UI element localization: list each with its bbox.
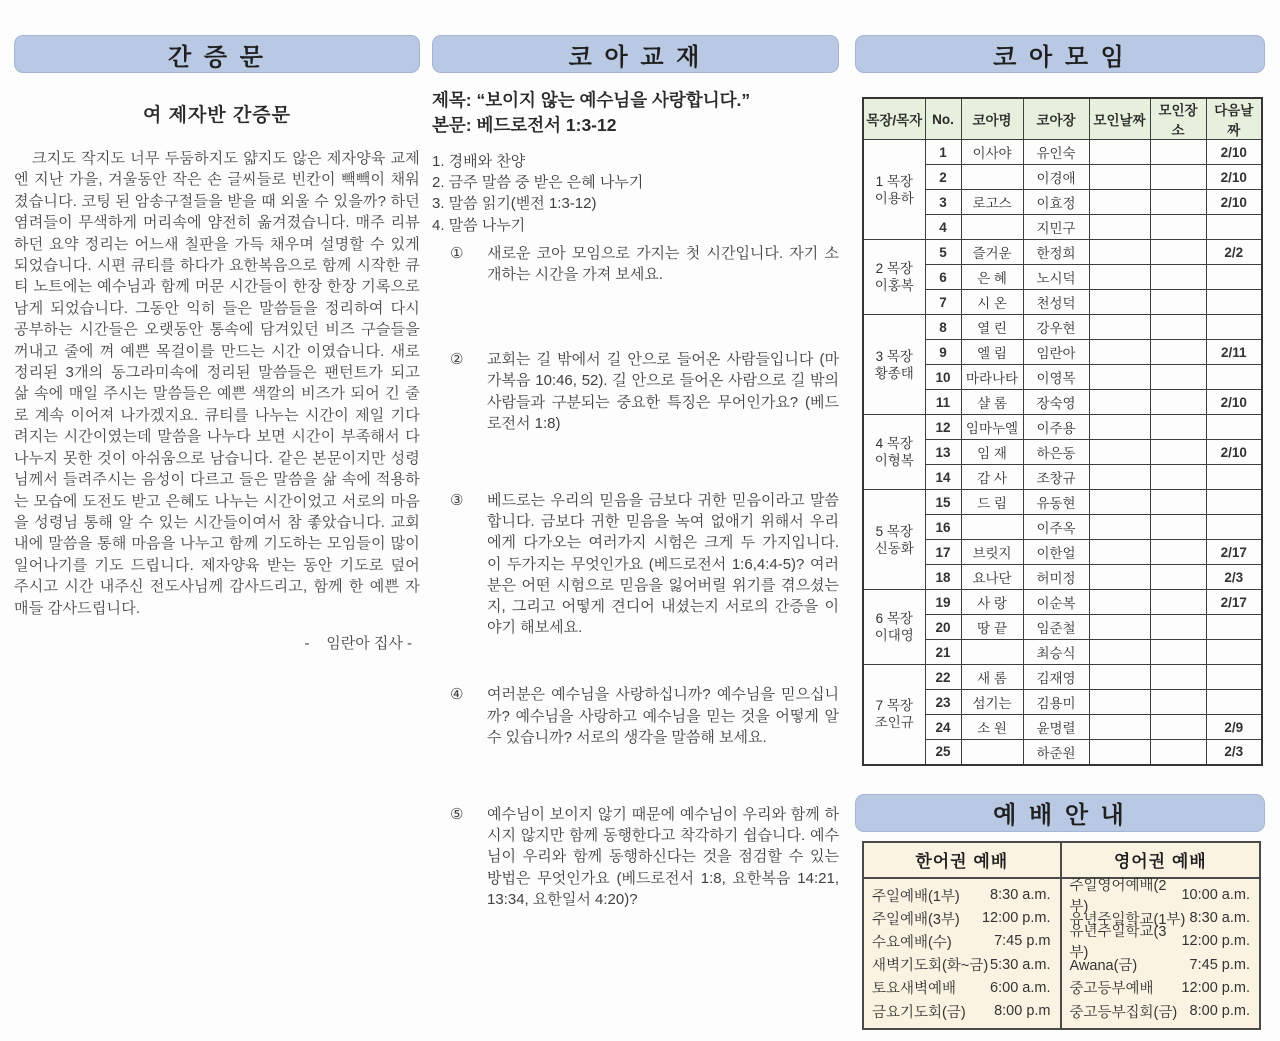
met-date-cell [1089, 215, 1150, 240]
koa-name-cell: 시 온 [961, 290, 1023, 315]
met-place-cell [1150, 690, 1206, 715]
koa-meeting-table [862, 97, 1263, 766]
koa-chief-cell: 김용미 [1023, 690, 1089, 715]
mokjang-name: 2 목장 [875, 261, 913, 276]
koa-name-cell: 드 림 [961, 490, 1023, 515]
next-date-cell [1206, 690, 1262, 715]
worship-service-time: 8:00 p.m. [1189, 1003, 1250, 1020]
mokjang-leader-cell [863, 590, 925, 665]
koa-chief-cell: 이주옥 [1023, 515, 1089, 540]
koa-name-cell: 요나단 [961, 565, 1023, 590]
koa-chief-cell: 유동현 [1023, 490, 1089, 515]
next-date-cell [1206, 465, 1262, 490]
worship-service-label: 유년주일학교(1부) [1069, 911, 1186, 928]
mokjang-name: 1 목장 [875, 173, 913, 189]
koa-chief-cell: 임준철 [1023, 615, 1089, 640]
koa-name-cell: 즐거운 [961, 240, 1023, 265]
worship-service-time: 12:00 p.m. [981, 910, 1051, 927]
lesson-question [432, 804, 839, 910]
koa-name-cell: 땅 끝 [961, 615, 1023, 640]
question-number: ② [450, 351, 464, 369]
met-date-cell [1089, 590, 1150, 615]
worship-english-title: 영어권 예배 [1062, 843, 1260, 879]
koa-no-cell: 10 [925, 365, 961, 390]
koa-chief-cell: 한정희 [1023, 240, 1089, 265]
met-place-cell [1150, 165, 1206, 190]
worship-row [864, 999, 1060, 1022]
mokjang-leader-cell [863, 315, 925, 415]
met-date-cell [1089, 465, 1150, 490]
koa-table-row [863, 240, 1262, 265]
met-place-cell [1150, 740, 1206, 765]
koa-name-cell [961, 640, 1023, 665]
next-date-cell: 2/17 [1206, 540, 1262, 565]
met-place-cell [1150, 340, 1206, 365]
next-date-cell: 2/10 [1206, 390, 1262, 415]
worship-service-label: 수요예배(수) [872, 934, 952, 951]
met-place-cell [1150, 465, 1206, 490]
worship-service-time: 12:00 p.m. [1181, 979, 1250, 996]
koa-chief-cell: 이효정 [1023, 190, 1089, 215]
koa-no-cell: 14 [925, 465, 961, 490]
koa-name-cell [961, 215, 1023, 240]
koa-name-cell: 마라나타 [961, 365, 1023, 390]
koa-no-cell: 11 [925, 390, 961, 415]
koa-chief-cell: 이한얼 [1023, 540, 1089, 565]
agenda-item: 2. 금주 말씀 중 받은 은혜 나누기 [432, 174, 644, 192]
next-date-cell: 2/9 [1206, 715, 1262, 740]
koa-name-cell: 소 원 [961, 715, 1023, 740]
next-date-cell [1206, 640, 1262, 665]
question-number: ④ [450, 686, 464, 704]
koa-chief-cell: 허미정 [1023, 565, 1089, 590]
koa-no-cell: 12 [925, 415, 961, 440]
koa-no-cell: 15 [925, 490, 961, 515]
testimony-subtitle: 여 제자반 간증문 [142, 105, 292, 126]
mokjang-leader-cell [863, 240, 925, 315]
mokjang-leader-cell [863, 490, 925, 590]
koa-no-cell: 16 [925, 515, 961, 540]
koa-chief-cell: 이영목 [1023, 365, 1089, 390]
koa-table-header-row [863, 98, 1262, 140]
koa-name-cell: 임 재 [961, 440, 1023, 465]
mokja-name: 이용하 [874, 190, 914, 206]
koa-no-cell: 13 [925, 440, 961, 465]
met-place-cell [1150, 290, 1206, 315]
meeting-section [855, 35, 1265, 1030]
question-text: 여러분은 예수님을 사랑하십니까? 예수님을 믿으십니까? 예수님을 사랑하고 예수님을 믿는 것을 어떻게 알 수 있습니까? 서로의 생각을 말씀해 보세요. [487, 686, 839, 746]
lesson-header-banner [432, 35, 839, 73]
koa-name-cell: 로고스 [961, 190, 1023, 215]
mokjang-name: 3 목장 [875, 348, 913, 364]
next-date-cell: 2/2 [1206, 240, 1262, 265]
koa-no-cell: 5 [925, 240, 961, 265]
worship-service-time: 7:45 p.m. [1189, 956, 1250, 973]
worship-english-half [1062, 843, 1260, 1028]
koa-name-cell: 샬 롬 [961, 390, 1023, 415]
koa-no-cell: 2 [925, 165, 961, 190]
worship-row [864, 953, 1060, 976]
koa-name-cell [961, 515, 1023, 540]
lesson-questions [432, 243, 839, 910]
next-date-cell: 2/10 [1206, 190, 1262, 215]
lesson-title-line: 제목: “보이지 않는 예수님을 사랑합니다.” [432, 90, 751, 110]
question-number: ① [450, 244, 464, 262]
next-date-cell [1206, 515, 1262, 540]
koa-name-cell: 섬기는 [961, 690, 1023, 715]
worship-row [1062, 924, 1260, 962]
met-place-cell [1150, 190, 1206, 215]
lesson-scripture-line: 본문: 베드로전서 1:3-12 [432, 115, 617, 135]
worship-service-time: 12:00 p.m. [1181, 933, 1250, 950]
koa-no-cell: 3 [925, 190, 961, 215]
next-date-cell: 2/3 [1206, 740, 1262, 765]
koa-no-cell: 23 [925, 690, 961, 715]
worship-row [864, 884, 1060, 907]
koa-chief-cell: 천성덕 [1023, 290, 1089, 315]
next-date-cell: 2/10 [1206, 140, 1262, 165]
koa-chief-cell: 유인숙 [1023, 140, 1089, 165]
met-date-cell [1089, 440, 1150, 465]
koa-chief-cell: 장숙영 [1023, 390, 1089, 415]
met-date-cell [1089, 540, 1150, 565]
koa-no-cell: 7 [925, 290, 961, 315]
worship-row [864, 907, 1060, 930]
met-date-cell [1089, 190, 1150, 215]
next-date-cell: 2/11 [1206, 340, 1262, 365]
mokjang-name: 6 목장 [875, 611, 913, 626]
lesson-question [432, 243, 839, 285]
met-date-cell [1089, 390, 1150, 415]
koa-name-cell: 사 랑 [961, 590, 1023, 615]
koa-no-cell: 24 [925, 715, 961, 740]
worship-row [1062, 976, 1260, 999]
agenda-item: 4. 말씀 나누기 [432, 216, 526, 234]
koa-column-header: 다음날짜 [1206, 98, 1262, 140]
worship-service-label: 중고등부예배 [1069, 981, 1154, 998]
worship-service-time: 8:30 a.m. [990, 887, 1051, 904]
met-place-cell [1150, 715, 1206, 740]
worship-service-label: 새벽기도회(화~금) [872, 958, 989, 975]
met-date-cell [1089, 515, 1150, 540]
mokja-name: 이형복 [874, 453, 914, 468]
koa-name-cell: 이사야 [961, 140, 1023, 165]
mokjang-leader-cell [863, 140, 925, 240]
lesson-question [432, 349, 839, 434]
met-date-cell [1089, 315, 1150, 340]
koa-table-row [863, 490, 1262, 515]
met-place-cell [1150, 540, 1206, 565]
koa-no-cell: 18 [925, 565, 961, 590]
mokja-name: 신동화 [874, 540, 914, 556]
met-place-cell [1150, 240, 1206, 265]
met-date-cell [1089, 365, 1150, 390]
lesson-agenda-list [432, 151, 839, 236]
met-date-cell [1089, 640, 1150, 665]
next-date-cell [1206, 490, 1262, 515]
koa-no-cell: 19 [925, 590, 961, 615]
worship-row [1062, 878, 1260, 916]
koa-name-cell: 엘 림 [961, 340, 1023, 365]
worship-row [864, 976, 1060, 999]
koa-chief-cell: 이주용 [1023, 415, 1089, 440]
koa-chief-cell: 조창규 [1023, 465, 1089, 490]
lesson-section [432, 35, 839, 910]
koa-no-cell: 9 [925, 340, 961, 365]
mokja-name: 조인규 [874, 715, 914, 731]
met-place-cell [1150, 590, 1206, 615]
question-number: ⑤ [450, 806, 464, 824]
koa-chief-cell: 최승식 [1023, 640, 1089, 665]
koa-table-row [863, 415, 1262, 440]
koa-chief-cell: 이경애 [1023, 165, 1089, 190]
worship-schedule-table [862, 841, 1261, 1030]
met-place-cell [1150, 565, 1206, 590]
koa-no-cell: 20 [925, 615, 961, 640]
next-date-cell: 2/17 [1206, 590, 1262, 615]
met-place-cell [1150, 490, 1206, 515]
met-date-cell [1089, 265, 1150, 290]
worship-service-label: Awana(금) [1069, 958, 1138, 975]
koa-no-cell: 1 [925, 140, 961, 165]
met-date-cell [1089, 415, 1150, 440]
koa-chief-cell: 하은동 [1023, 440, 1089, 465]
worship-row [864, 930, 1060, 953]
question-text: 교회는 길 밖에서 길 안으로 들어온 사람들입니다 (마가복음 10:46, 52). 길 안으로 들어온 사람으로 길 밖의 사람들과 구분되는 중요한 특징은 무어인가요? (베드로전서 1:8) [487, 351, 839, 432]
worship-service-label: 토요새벽예배 [872, 981, 957, 998]
koa-name-cell: 브릿지 [961, 540, 1023, 565]
met-date-cell [1089, 665, 1150, 690]
testimony-body-text: 크지도 작지도 너무 두둠하지도 얇지도 않은 제자양육 교제엔 지난 가을, 겨울동안 작은 손 글씨들로 빈칸이 빽빽이 채워졌습니다. 코팅 된 암송구절들을 받을 때 외울 수 있을까? 하던 염려들이 무색하게 머리속에 얌전히 옮겨졌습니다. 매주 리뷰하던 요약 정리는 어느새 칠판을 가득 채우며 설명할 수 있게 되었습니다. 시편 큐티를 하다가 요한복음으로 함께 시작한 큐티 노트에는 예수님과 함께 머문 시간들이 한장 한장 기록으로 남게 되었습니다. 그동안 익히 들은 말씀들을 정리하여 다시 공부하는 시간들은 오랫동안 통속에 담겨있던 비즈 구슬들을 꺼내고 줄에 껴 예쁜 목걸이를 만드는 시간 이였습니다. 새로 정리된 3개의 동그라미속에 정리된 말씀들은 팬턴트가 되고 삶 속에 매일 주시는 말씀들은 예쁜 색깔의 비즈가 되어 긴 줄로 계속 이어져 나가겠지요. 큐티를 나누는 시간이 제일 기다려지는 시간이였는데 말씀을 나누다 보면 시간이 부족해서 다 나누지 못한 것이 아쉬움으로 남습니다. 같은 본문이지만 성령님께서 들려주시는 음성이 다르고 들은 말씀을 삶 속에 적용하는 모습에 도전도 받고 은혜도 나누는 시간이었고 서로의 마음을 성령님 통해 알 수 있는 시간들이여서 참 좋았습니다. 교회내에 말씀을 통해 마음을 나누고 함께 기도하는 모임들이 많이 일어나기를 기도 드립니다. 제자양육 받는 동안 기도로 덮어 주시고 시간 내주신 전도사님께 감사드리고, 함께 한 예쁜 자매들 감사드립니다. [14, 150, 420, 617]
mokja-name: 황종태 [874, 365, 914, 381]
koa-chief-cell: 강우현 [1023, 315, 1089, 340]
lesson-question [432, 684, 839, 748]
koa-chief-cell: 윤명렬 [1023, 715, 1089, 740]
lesson-title-block [432, 88, 839, 138]
testimony-header-banner [14, 35, 420, 73]
next-date-cell [1206, 315, 1262, 340]
worship-service-label: 주일예배(3부) [872, 911, 960, 928]
koa-chief-cell: 노시덕 [1023, 265, 1089, 290]
koa-table-row [863, 665, 1262, 690]
worship-service-label: 주일영어예배(2부) [1069, 878, 1167, 916]
koa-column-header: 목장/목자 [863, 98, 925, 140]
met-place-cell [1150, 640, 1206, 665]
next-date-cell: 2/10 [1206, 440, 1262, 465]
koa-no-cell: 22 [925, 665, 961, 690]
question-text: 새로운 코아 모임으로 가지는 첫 시간입니다. 자기 소개하는 시간을 가져 보세요. [487, 244, 839, 284]
testimony-section [14, 35, 420, 653]
met-place-cell [1150, 215, 1206, 240]
question-text: 베드로는 우리의 믿음을 금보다 귀한 믿음이라고 말씀합니다. 금보다 귀한 믿음을 녹여 없애기 위해서 우리에게 다가오는 여러가지 시험은 크게 두 가지입니다. 이 두가지는 무엇인가요 (베드로전서 1:6,4:4-5)? 여러분은 어떤 시험으로 믿음을 잃어버릴 위기를 겪으셨는지, 그리고 어떻게 견디어 내셨는지 서로의 간증을 이야기 해보세요. [487, 492, 839, 637]
koa-no-cell: 17 [925, 540, 961, 565]
next-date-cell [1206, 365, 1262, 390]
mokjang-leader-cell [863, 665, 925, 765]
met-place-cell [1150, 415, 1206, 440]
met-date-cell [1089, 690, 1150, 715]
koa-chief-cell: 하준원 [1023, 740, 1089, 765]
koa-name-cell: 열 린 [961, 315, 1023, 340]
met-date-cell [1089, 240, 1150, 265]
worship-korean-rows [864, 879, 1060, 1028]
testimony-signature: - 임란아 집사 - [304, 634, 412, 652]
met-date-cell [1089, 340, 1150, 365]
next-date-cell [1206, 415, 1262, 440]
met-place-cell [1150, 615, 1206, 640]
koa-chief-cell: 김재영 [1023, 665, 1089, 690]
koa-no-cell: 6 [925, 265, 961, 290]
koa-table-row [863, 140, 1262, 165]
koa-chief-cell: 이순복 [1023, 590, 1089, 615]
met-date-cell [1089, 715, 1150, 740]
mokja-name: 이홍복 [874, 278, 914, 293]
koa-column-header: 모인장소 [1150, 98, 1206, 140]
question-number: ③ [450, 492, 464, 510]
worship-service-time: 5:30 a.m. [990, 956, 1051, 973]
worship-korean-title: 한어권 예배 [864, 843, 1060, 879]
koa-column-header: 코아장 [1023, 98, 1089, 140]
next-date-cell [1206, 265, 1262, 290]
koa-table-row [863, 315, 1262, 340]
worship-service-time: 8:00 p.m [994, 1003, 1051, 1020]
mokjang-name: 7 목장 [875, 698, 913, 714]
met-place-cell [1150, 515, 1206, 540]
met-place-cell [1150, 365, 1206, 390]
mokjang-name: 5 목장 [875, 523, 913, 539]
koa-name-cell: 임마누엘 [961, 415, 1023, 440]
met-date-cell [1089, 615, 1150, 640]
koa-name-cell: 은 혜 [961, 265, 1023, 290]
koa-name-cell [961, 165, 1023, 190]
worship-service-label: 중고등부집회(금) [1069, 1004, 1178, 1021]
koa-table-body [863, 140, 1262, 765]
koa-chief-cell: 임란아 [1023, 340, 1089, 365]
mokja-name: 이대영 [874, 628, 914, 643]
worship-english-rows [1062, 879, 1260, 1028]
worship-service-label: 금요기도회(금) [872, 1004, 966, 1021]
met-place-cell [1150, 390, 1206, 415]
met-date-cell [1089, 165, 1150, 190]
worship-header-banner [855, 794, 1265, 832]
lesson-header-title: 코 아 교 재 [568, 43, 703, 71]
next-date-cell: 2/10 [1206, 165, 1262, 190]
worship-header-title: 예 배 안 내 [993, 802, 1127, 829]
koa-column-header: 코아명 [961, 98, 1023, 140]
met-date-cell [1089, 565, 1150, 590]
koa-no-cell: 25 [925, 740, 961, 765]
met-date-cell [1089, 740, 1150, 765]
question-text: 예수님이 보이지 않기 때문에 예수님이 우리와 함께 하시지 않지만 함께 동행한다고 착각하기 쉽습니다. 예수님이 우리와 함께 동행하신다는 것을 점검할 수 있는 방법은 무엇인가요 (베드로전서 1:8, 요한복음 14:21, 13:34, 요한일서 4:20)? [487, 806, 839, 908]
met-date-cell [1089, 490, 1150, 515]
testimony-header-title: 간 증 문 [168, 43, 266, 71]
next-date-cell [1206, 665, 1262, 690]
koa-no-cell: 4 [925, 215, 961, 240]
koa-column-header: 모인날짜 [1089, 98, 1150, 140]
koa-name-cell: 감 사 [961, 465, 1023, 490]
next-date-cell [1206, 290, 1262, 315]
worship-service-label: 유년주일학교(3부) [1069, 924, 1167, 962]
met-date-cell [1089, 140, 1150, 165]
lesson-question [432, 490, 839, 638]
koa-chief-cell: 지민구 [1023, 215, 1089, 240]
koa-no-cell: 8 [925, 315, 961, 340]
mokjang-name: 4 목장 [875, 436, 913, 451]
next-date-cell [1206, 615, 1262, 640]
worship-korean-half [864, 843, 1062, 1028]
koa-table-row [863, 590, 1262, 615]
koa-name-cell [961, 740, 1023, 765]
worship-service-time: 7:45 p.m [994, 933, 1051, 950]
koa-no-cell: 21 [925, 640, 961, 665]
met-place-cell [1150, 665, 1206, 690]
met-place-cell [1150, 440, 1206, 465]
worship-service-time: 8:30 a.m. [1189, 910, 1250, 927]
agenda-item: 1. 경배와 찬양 [432, 153, 526, 170]
meeting-header-banner [855, 35, 1265, 73]
worship-service-time: 6:00 a.m. [990, 979, 1051, 996]
met-place-cell [1150, 315, 1206, 340]
agenda-item: 3. 말씀 읽기(벧전 1:3-12) [432, 195, 597, 213]
meeting-header-title: 코 아 모 임 [993, 43, 1127, 71]
next-date-cell: 2/3 [1206, 565, 1262, 590]
met-place-cell [1150, 140, 1206, 165]
met-place-cell [1150, 265, 1206, 290]
worship-row [1062, 999, 1260, 1022]
met-date-cell [1089, 290, 1150, 315]
worship-service-time: 10:00 a.m. [1181, 887, 1250, 904]
worship-service-label: 주일예배(1부) [872, 888, 960, 905]
koa-name-cell: 새 롬 [961, 665, 1023, 690]
koa-column-header: No. [925, 98, 961, 140]
mokjang-leader-cell [863, 415, 925, 490]
next-date-cell [1206, 215, 1262, 240]
